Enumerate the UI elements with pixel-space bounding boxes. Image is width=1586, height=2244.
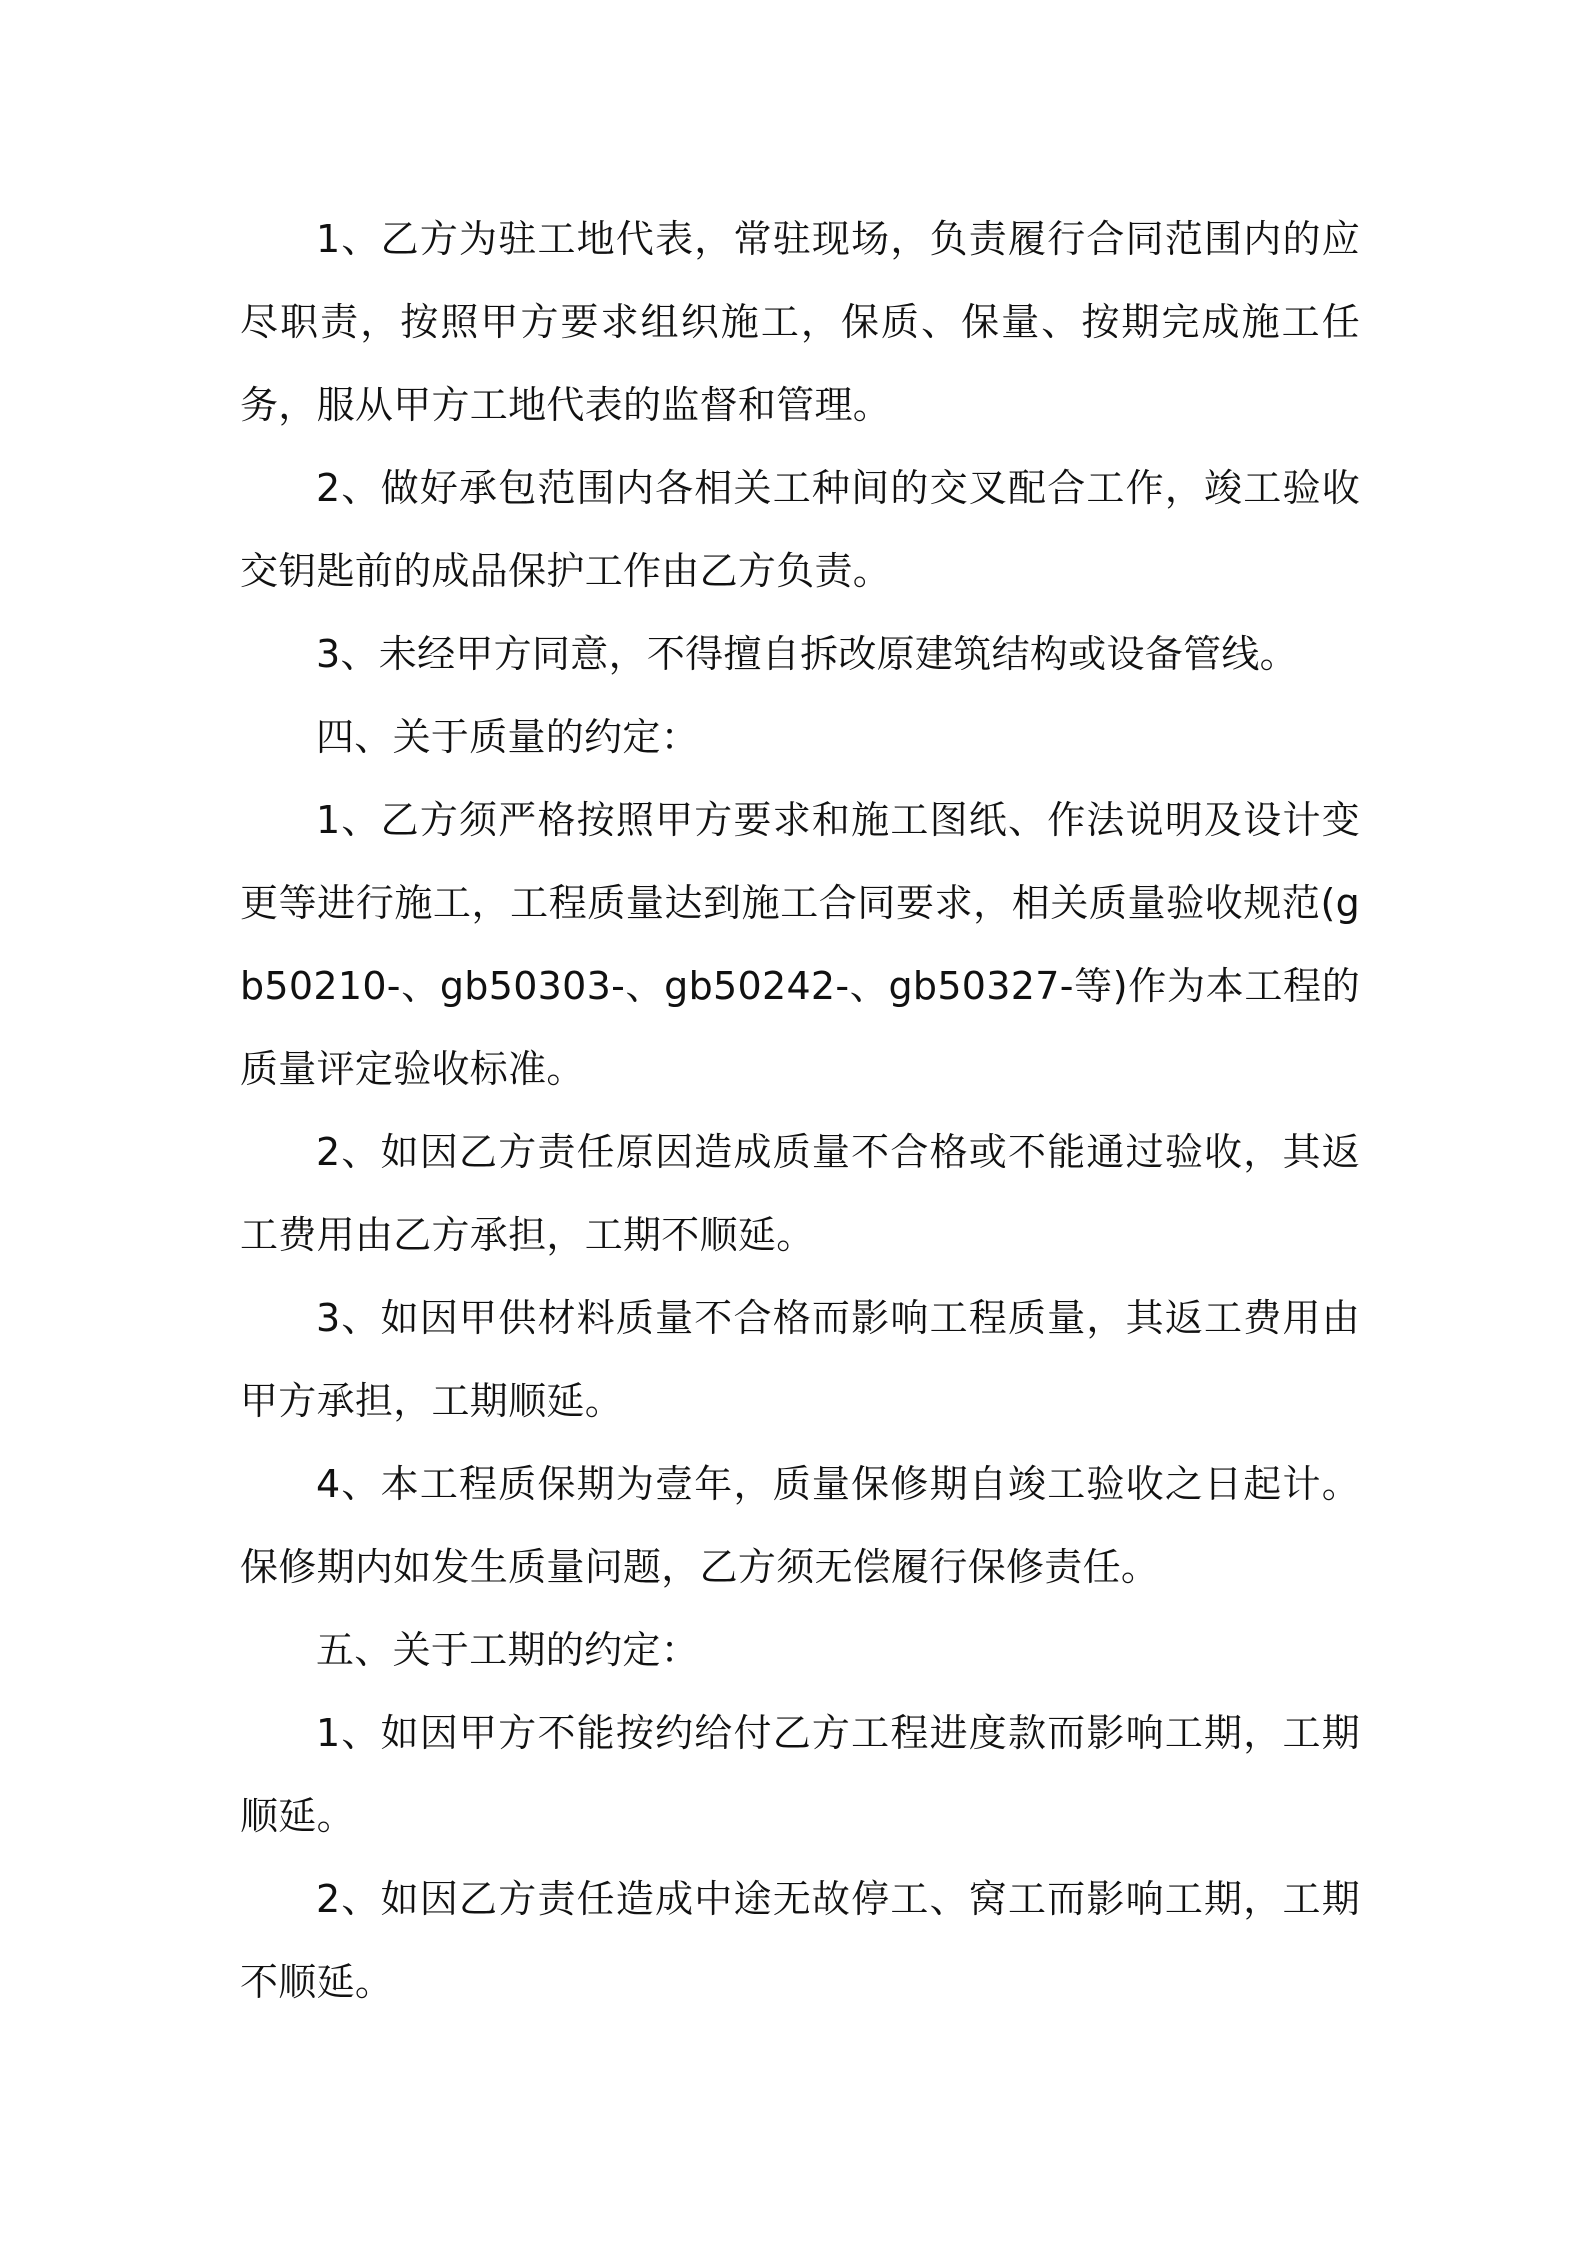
paragraph-contractor-duties: 1、乙方为驻工地代表，常驻现场，负责履行合同范围内的应尽职责，按照甲方要求组织施工，保质、保量、按期完成施工任务，服从甲方工地代表的监督和管理。	[240, 217, 1360, 427]
section-heading-quality: 四、关于质量的约定：	[316, 715, 700, 759]
paragraph-payment-delay: 1、如因甲方不能按约给付乙方工程进度款而影响工期，工期顺延。	[240, 1711, 1360, 1838]
paragraph-warranty: 4、本工程质保期为壹年，质量保修期自竣工验收之日起计。保修期内如发生质量问题，乙方须无偿履行保修责任。	[240, 1462, 1360, 1589]
paragraph-no-alteration: 3、未经甲方同意，不得擅自拆改原建筑结构或设备管线。	[316, 632, 1298, 676]
paragraph-owner-materials: 3、如因甲供材料质量不合格而影响工程质量，其返工费用由甲方承担，工期顺延。	[240, 1296, 1360, 1423]
paragraph-quality-standards: 1、乙方须严格按照甲方要求和施工图纸、作法说明及设计变更等进行施工，工程质量达到施工合同要求，相关质量验收规范(gb50210-、gb50303-、gb50242-、gb50327-等)作为本工程的质量评定验收标准。	[240, 798, 1360, 1091]
paragraph-contractor-rework: 2、如因乙方责任原因造成质量不合格或不能通过验收，其返工费用由乙方承担，工期不顺延。	[240, 1130, 1360, 1257]
section-heading-schedule: 五、关于工期的约定：	[316, 1628, 700, 1672]
paragraph-work-stoppage: 2、如因乙方责任造成中途无故停工、窝工而影响工期，工期不顺延。	[240, 1877, 1360, 2004]
document-body	[240, 198, 1360, 2024]
paragraph-coordination: 2、做好承包范围内各相关工种间的交叉配合工作，竣工验收交钥匙前的成品保护工作由乙方负责。	[240, 466, 1360, 593]
